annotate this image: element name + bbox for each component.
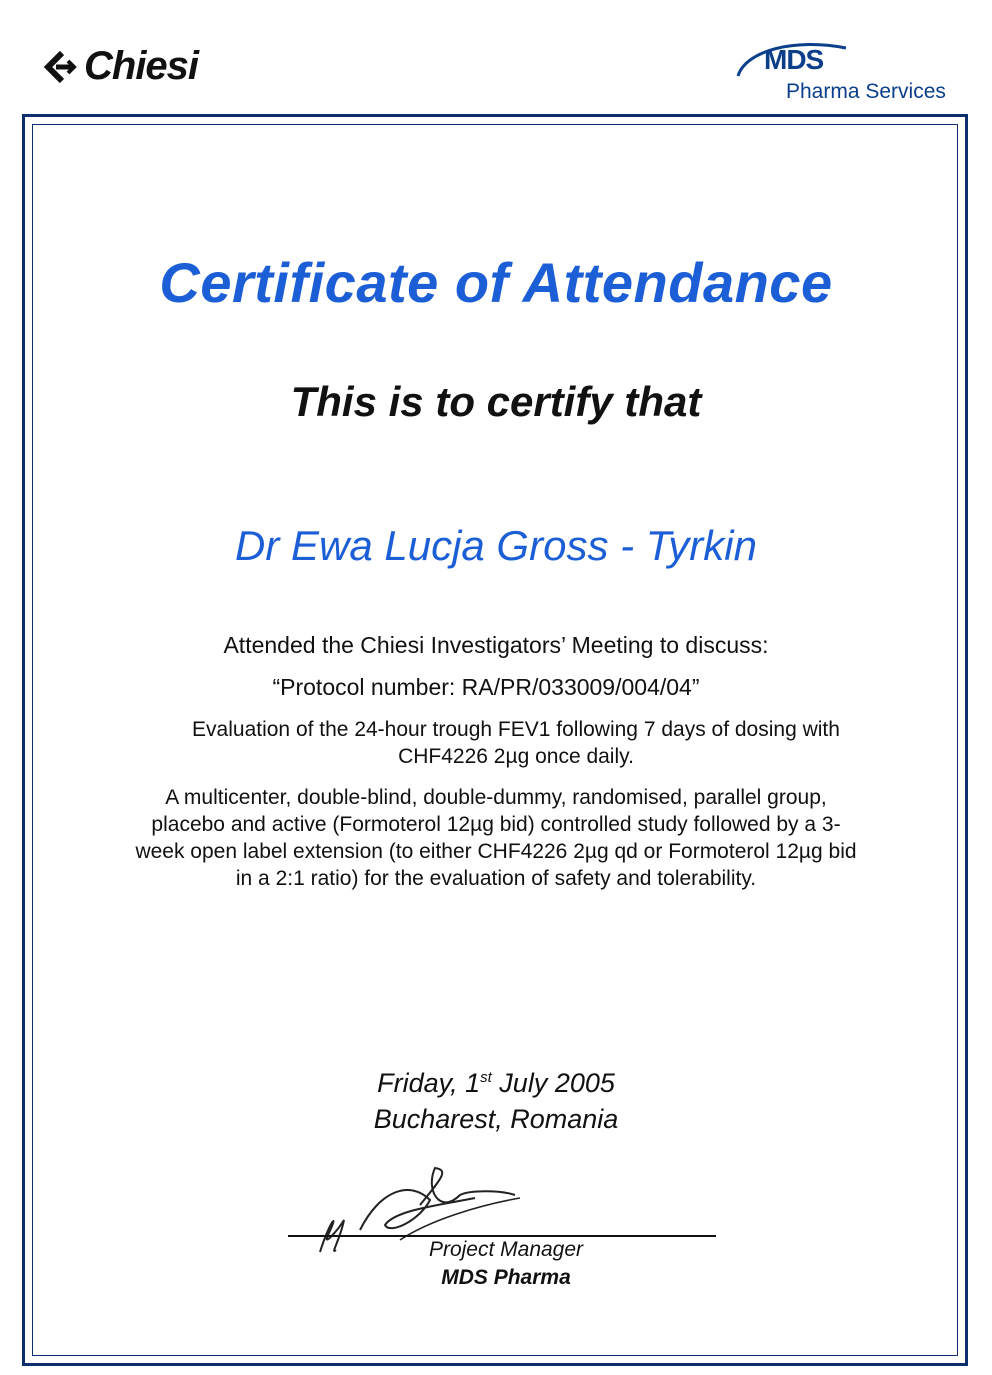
chiesi-logo — [40, 44, 198, 89]
evaluation-line: Evaluation of the 24-hour trough FEV1 following 7 days of dosing with — [192, 718, 840, 741]
chiesi-arrow-icon — [40, 47, 80, 87]
study-line: in a 2:1 ratio) for the evaluation of safety and tolerability. — [235, 867, 757, 890]
mds-logo-brand: MDS — [764, 44, 824, 75]
attended-statement: Attended the Chiesi Investigators’ Meeting to discuss: — [223, 632, 769, 658]
meeting-location: Bucharest, Romania — [373, 1104, 619, 1134]
certify-heading: This is to certify that — [290, 378, 702, 425]
meeting-date — [0, 1060, 992, 1101]
study-line: A multicenter, double-blind, double-dummy, randomised, parallel group, — [165, 786, 827, 809]
study-line: week open label extension (to either CHF4226 2µg qd or Formoterol 12µg bid — [135, 840, 857, 863]
certificate-title: Certificate of Attendance — [159, 251, 833, 314]
mds-logo — [736, 40, 951, 104]
date-day: Friday, 1 — [377, 1068, 481, 1098]
study-description — [0, 784, 992, 892]
evaluation-line: CHF4226 2µg once daily. — [398, 745, 634, 768]
signature-line — [288, 1235, 716, 1237]
mds-logo-subtitle: Pharma Services — [786, 80, 946, 103]
evaluation-text — [20, 716, 992, 770]
signer-organization: MDS Pharma — [441, 1266, 571, 1289]
study-line: placebo and active (Formoterol 12µg bid) controlled study followed by a 3- — [151, 813, 841, 836]
date-suffix: st — [480, 1069, 492, 1086]
signer-role: Project Manager — [428, 1238, 584, 1261]
chiesi-logo-text: Chiesi — [84, 44, 199, 88]
attendee-name: Dr Ewa Lucja Gross - Tyrkin — [235, 522, 757, 569]
meeting-date-location — [0, 1060, 992, 1137]
date-rest: July 2005 — [491, 1068, 615, 1098]
protocol-number: “Protocol number: RA/PR/033009/004/04” — [272, 674, 700, 700]
